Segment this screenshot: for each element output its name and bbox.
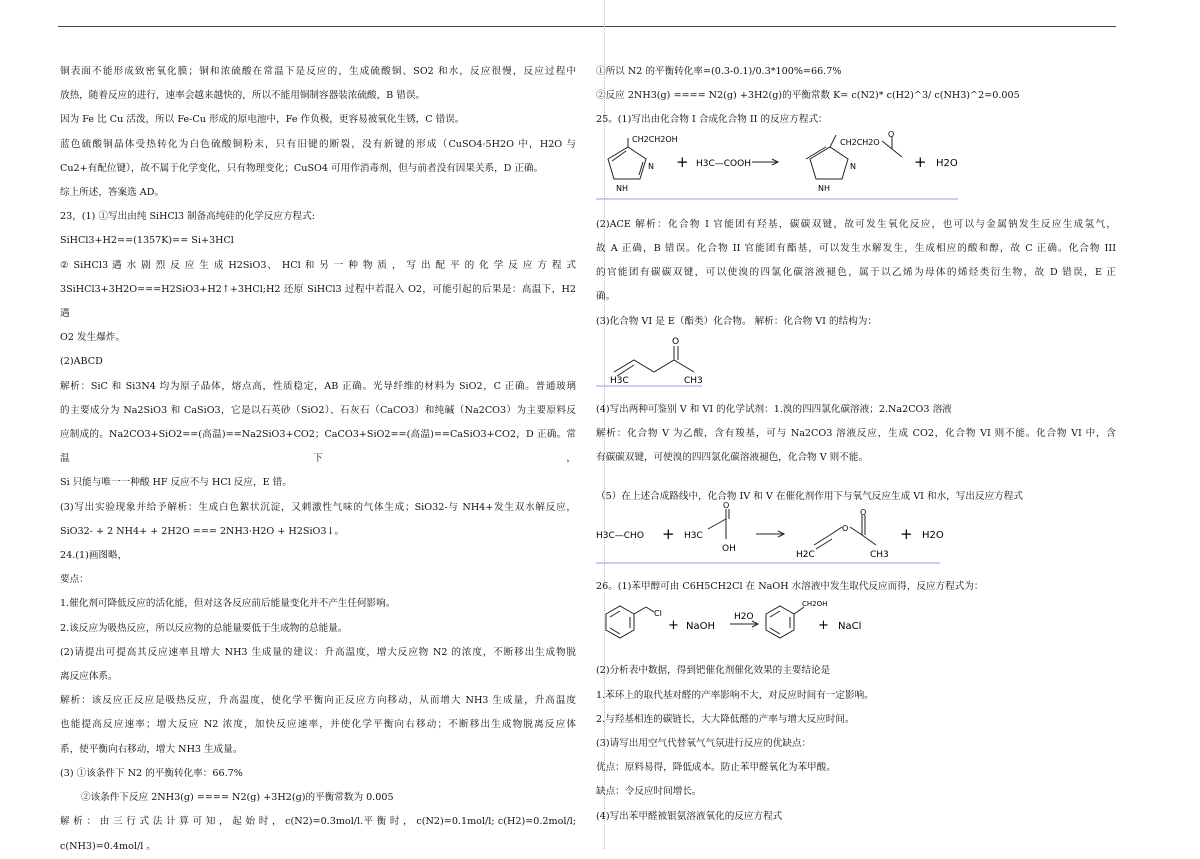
text-line: 应制成的。Na2CO3+SiO2==(高温)==Na2SiO3+CO2；CaCO3+SiO2==(高温)==CaSiO3+CO2，D 正确。常温下， (60, 429, 576, 465)
text-line: 蓝色硫酸铜晶体受热转化为白色硫酸铜粉末，只有旧键的断裂，没有新键的形成（CuSO4·5H2O 中，H2O 与 (60, 138, 576, 150)
substituent-label: CH2CH2OH (632, 134, 678, 144)
text-line: 也能提高反应速率；增大反应 N2 浓度，加快反应速率，并使化学平衡向右移动；不断移出生成物脱离反应体 (60, 719, 576, 731)
plus-sign: + (662, 524, 675, 543)
text-line: (2)ACE 解析：化合物 I 官能团有羟基，碳碳双键，故可发生氧化反应，也可以与金属钠发生反应生成氢气， (596, 218, 1116, 230)
reaction-scheme-vinyl-acetate (596, 500, 1116, 565)
product-nacl: NaCl (838, 621, 862, 633)
text-line: (4)写出两种可鉴别 V 和 VI 的化学试剂：1.溴的四四氯化碳溶液；2.Na2CO3 溶液 (596, 404, 952, 416)
imidazole-ring (608, 147, 646, 179)
text-line: 1.催化剂可降低反应的活化能，但对这各反应前后能量变化并不产生任何影响。 (60, 598, 396, 610)
text-line: O2 发生爆炸。 (60, 332, 125, 344)
atom-label: N (648, 161, 654, 171)
product-water: H2O (936, 157, 958, 169)
atom-label: O (723, 500, 730, 510)
equation-line: SiHCl3+H2==(1357K)== Si+3HCl (60, 235, 234, 247)
text-line: 铜表面不能形成致密氧化膜；铜和浓硫酸在常温下是反应的，生成硫酸铜、SO2 和水，反应很慢，反应过程中 (60, 66, 576, 77)
question-heading: 24.(1)画图略， (60, 550, 128, 562)
text-line: 的官能团有碳碳双键，可以使溴的四氯化碳溶液褪色，属于以乙烯为母体的烯烃类衍生物，故 D 错误，E 正 (596, 267, 1116, 279)
text-line: ②该条件下反应 2NH3(g) ==== N2(g) +3H2(g)的平衡常数为 0.005 (81, 792, 394, 804)
atom-label: Cl (654, 609, 662, 619)
text-line: Si 只能与唯一一种酸 HF 反应不与 HCl 反应，E 错。 (60, 477, 292, 489)
text-line: 1.苯环上的取代基对醛的产率影响不大，对反应时间有一定影响。 (596, 689, 874, 701)
left-column (60, 60, 576, 859)
text-line: ①所以 N2 的平衡转化率=(0.3-0.1)/0.3*100%=66.7% (596, 66, 842, 77)
reaction-scheme-esterification (596, 129, 1116, 203)
structure-compound-vi (596, 334, 1116, 388)
plus-sign: + (676, 152, 689, 171)
text-line: (2)分析表中数据，得到钯催化剂催化效果的主要结论是 (596, 665, 831, 677)
reaction-scheme-benzyl-alcohol (596, 599, 1116, 649)
atom-label: N (850, 161, 856, 171)
top-rule (58, 26, 1116, 27)
equation-line: 3SiHCl3+3H2O===H2SiO3+H2↑+3HCl;H2 还原 SiHCl3 过程中若混入 O2，可能引起的后果是：高温下，H2 遇 (60, 283, 576, 320)
group-label: OH (722, 543, 736, 554)
text-line: 缺点：令反应时间增长。 (596, 786, 702, 798)
text-line: (4)写出苯甲醛被银氨溶液氧化的反应方程式 (596, 810, 783, 822)
text-line: 解析：该反应正反应是吸热反应，升高温度，使化学平衡向正反应方向移动，从而增大 NH3 生成量，升高温度 (60, 695, 576, 707)
text-line: 2.与羟基相连的碳链长，大大降低醛的产率与增大反应时间。 (596, 713, 855, 725)
group-label: H3C (684, 530, 703, 541)
text-line: 因为 Fe 比 Cu 活泼，所以 Fe-Cu 形成的原电池中，Fe 作负极，更容易被氧化生锈，C 错误。 (60, 114, 465, 126)
group-label: CH3 (870, 549, 889, 560)
text-line: 系，使平衡向右移动，增大 NH3 生成量。 (60, 743, 243, 755)
equation-line: SiO32- + 2 NH4+ + 2H2O === 2NH3·H2O + H2SiO3↓。 (60, 525, 345, 537)
atom-label: NH (616, 183, 628, 193)
plus-sign: + (900, 524, 913, 543)
group-label: CH3 (684, 375, 703, 386)
product-water: H2O (922, 529, 944, 541)
atom-label: O (888, 129, 895, 139)
group-label: CH2OH (802, 600, 828, 609)
atom-label: NH (818, 183, 830, 193)
reagent-naoh: NaOH (686, 621, 715, 633)
text-line: (3)写出实验现象并给予解析：生成白色絮状沉淀，又刺激性气味的气体生成；SiO32-与 NH4+发生双水解反应， (60, 501, 576, 513)
text-line: (3) ①该条件下 N2 的平衡转化率：66.7% (60, 767, 243, 779)
answer-line: (2)ABCD (60, 356, 103, 368)
atom-label: O (860, 507, 867, 517)
text-line: 有碳碳双键，可使溴的四四氯化碳溶液褪色，化合物 V 则不能。 (596, 452, 869, 464)
imidazole-ring (810, 147, 848, 179)
question-heading: 23，(1) ①写出由纯 SiHCl3 制备高纯硅的化学反应方程式: (60, 211, 315, 223)
text-line: (3)化合物 VI 是 E（酯类）化合物。 解析：化合物 VI 的结构为： (596, 315, 877, 327)
question-heading: 26。(1)苯甲醇可由 C6H5CH2Cl 在 NaOH 水溶液中发生取代反应而得，反应方程式为： (596, 581, 984, 593)
atom-label: O (672, 336, 680, 347)
right-column (596, 60, 1116, 829)
text-line: 解析：SiC 和 Si3N4 均为原子晶体，熔点高，性质稳定，AB 正确。光导纤维的材料为 SiO2，C 正确。普通玻璃 (60, 380, 576, 392)
text-line: ② SiHCl3 遇 水 剧 烈 反 应 生 成 H2SiO3、 HCl 和 另 一 种 物 质 ， 写 出 配 平 的 化 学 反 应 方 程 式 (60, 259, 576, 271)
text-line: 解 析 ： 由 三 行 式 法 计 算 可 知 ， 起 始 时 ， c(N2)=0.3mol/l.平 衡 时 ， c(N2)=0.1mol/l; c(H2)=0.2mol/l; (60, 816, 576, 828)
text-line: 离反应体系。 (60, 671, 118, 683)
reaction-condition: H2O (734, 612, 754, 623)
reagent-acetic-acid: H3C—COOH (696, 158, 751, 169)
reagent-acetaldehyde: H3C—CHO (596, 530, 644, 541)
group-label: H2C (796, 549, 815, 560)
plus-sign: + (668, 618, 679, 634)
text-line: 放热，随着反应的进行，速率会越来越快的，所以不能用铜制容器装浓硫酸，B 错误。 (60, 90, 426, 102)
text-line: (2)请提出可提高其反应速率且增大 NH3 生成量的建议：升高温度，增大反应物 N2 的浓度，不断移出生成物脱 (60, 646, 576, 658)
text-line: (3)请写出用空气代替氧气气氛进行反应的优缺点： (596, 738, 812, 750)
text-line: （5）在上述合成路线中，化合物 IV 和 V 在催化剂作用下与氧气反应生成 VI 和水，写出反应方程式 (596, 490, 1023, 502)
text-line: 的主要成分为 Na2SiO3 和 CaSiO3，它是以石英砂（SiO2）、石灰石（CaCO3）和纯碱（Na2CO3）为主要原料反 (60, 404, 576, 416)
text-line: 2.该反应为吸热反应，所以反应物的总能量要低于生成物的总能量。 (60, 622, 348, 634)
text-line: c(NH3)=0.4mol/l 。 (60, 840, 156, 852)
text-line: Cu2+有配位键），故不属于化学变化，只有物理变化；CuSO4 可用作消毒剂，但与前者没有因果关系，D 正确。 (60, 162, 544, 174)
text-line: 要点： (60, 574, 89, 586)
text-line: 确。 (596, 291, 616, 303)
plus-sign: + (818, 618, 829, 634)
question-heading: 25。(1)写出由化合物 I 合成化合物 II 的反应方程式： (596, 114, 828, 126)
substituent-label: CH2CH2O (840, 137, 880, 147)
text-line: 故 A 正确，B 错误。化合物 II 官能团有酯基，可以发生水解发生，生成相应的酸和醇，故 C 正确。化合物 III (596, 243, 1116, 255)
text-line: 解析：化合物 V 为乙酸，含有羧基，可与 Na2CO3 溶液反应，生成 CO2，化合物 VI 则不能。化合物 VI 中，含 (596, 428, 1116, 440)
group-label: H3C (610, 375, 629, 386)
text-line: ②反应 2NH3(g) ==== N2(g) +3H2(g)的平衡常数 K= c(N2)* c(H2)^3/ c(NH3)^2=0.005 (596, 90, 1020, 102)
atom-label: O (842, 523, 849, 533)
plus-sign: + (914, 152, 927, 171)
text-line: 优点：原料易得，降低成本。防止苯甲醛氧化为苯甲酸。 (596, 762, 836, 774)
text-line: 综上所述，答案选 AD。 (60, 187, 165, 199)
